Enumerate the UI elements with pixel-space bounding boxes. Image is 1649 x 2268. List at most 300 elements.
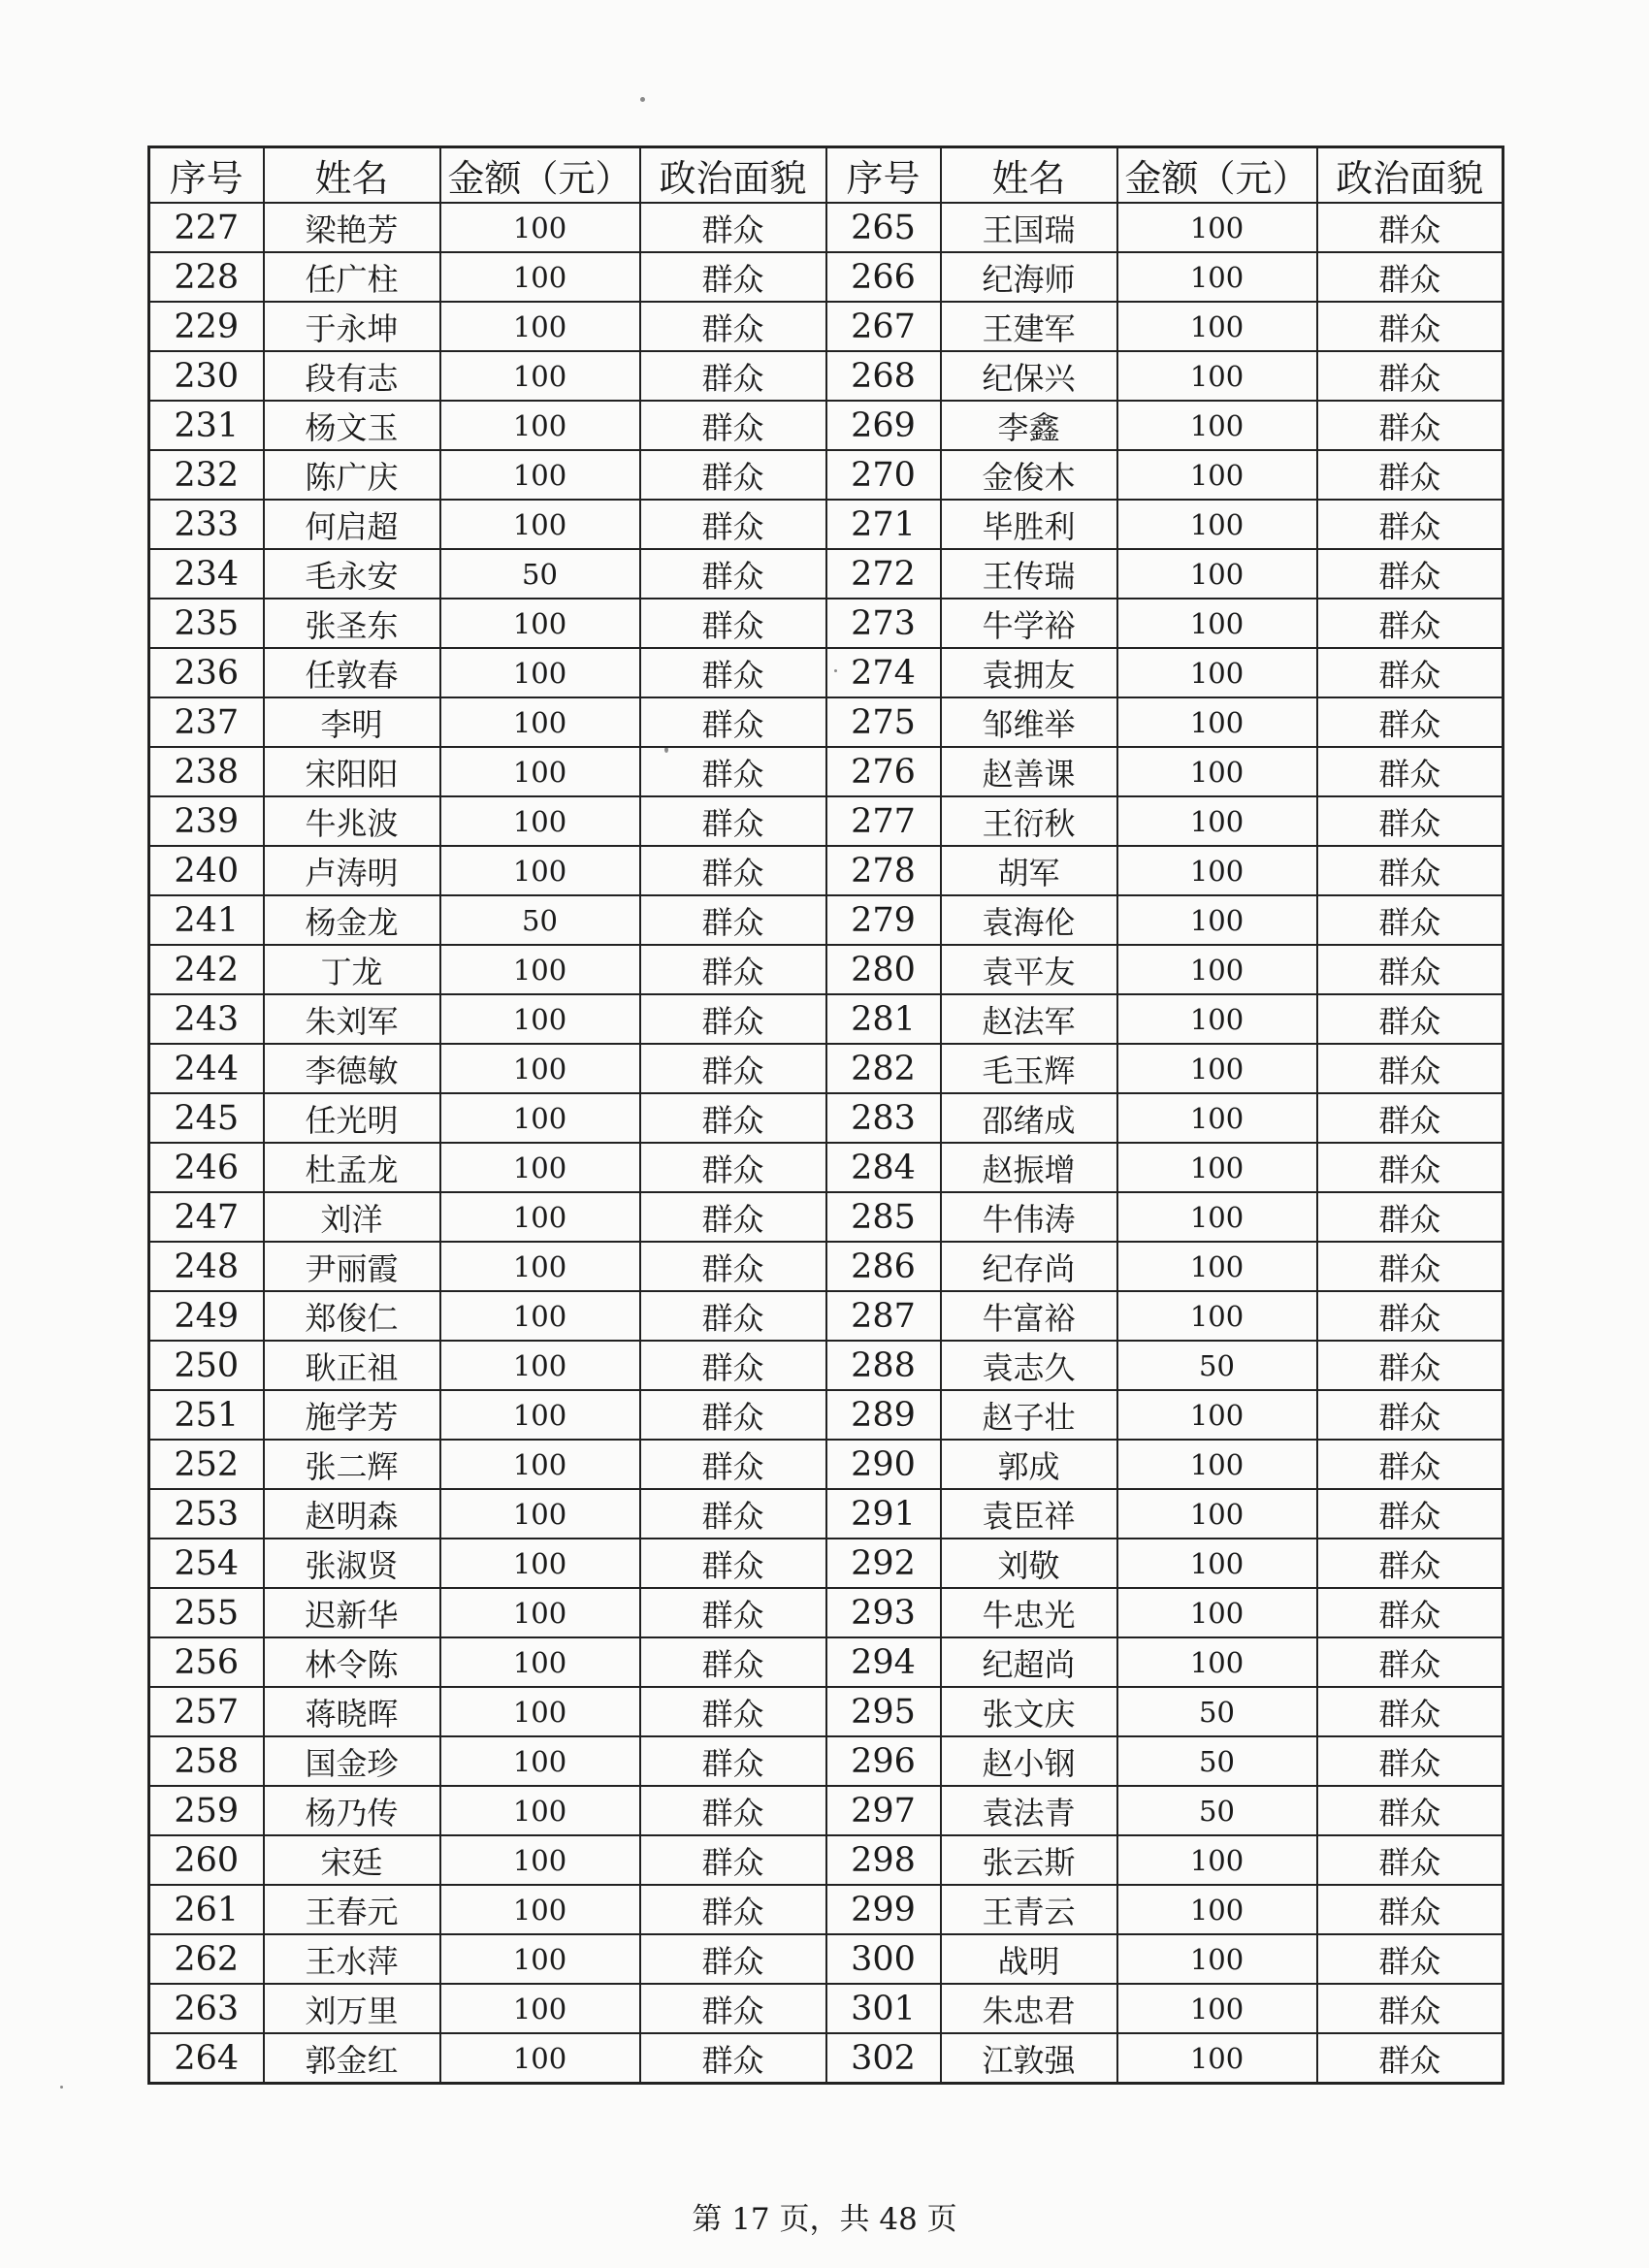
amount-cell: 100 <box>440 351 640 401</box>
political-status-cell: 群众 <box>640 302 826 351</box>
political-status-cell: 群众 <box>640 1143 826 1192</box>
serial-number-cell: 295 <box>826 1687 941 1736</box>
political-status-cell: 群众 <box>1317 1736 1504 1786</box>
serial-number-cell: 259 <box>149 1786 264 1835</box>
serial-number-cell: 243 <box>149 994 264 1044</box>
name-cell: 赵善课 <box>941 747 1117 796</box>
political-status-cell: 群众 <box>1317 1341 1504 1390</box>
name-cell: 袁法青 <box>941 1786 1117 1835</box>
table-row <box>149 500 1504 549</box>
political-status-cell: 群众 <box>1317 945 1504 994</box>
table-row <box>149 351 1504 401</box>
amount-cell: 100 <box>440 1440 640 1489</box>
serial-number-cell: 254 <box>149 1539 264 1588</box>
name-cell: 梁艳芳 <box>264 203 440 252</box>
political-status-cell: 群众 <box>640 1341 826 1390</box>
table-row <box>149 796 1504 846</box>
political-status-cell: 群众 <box>640 1192 826 1242</box>
serial-number-cell: 285 <box>826 1192 941 1242</box>
serial-number-cell: 251 <box>149 1390 264 1440</box>
name-cell: 赵小钢 <box>941 1736 1117 1786</box>
table-row <box>149 401 1504 450</box>
name-cell: 杨金龙 <box>264 895 440 945</box>
political-status-cell: 群众 <box>640 895 826 945</box>
name-cell: 丁龙 <box>264 945 440 994</box>
serial-number-cell: 284 <box>826 1143 941 1192</box>
name-cell: 宋阳阳 <box>264 747 440 796</box>
table-row <box>149 549 1504 599</box>
table-row <box>149 1440 1504 1489</box>
name-cell: 宋廷 <box>264 1835 440 1885</box>
table-row <box>149 697 1504 747</box>
amount-cell: 100 <box>440 796 640 846</box>
amount-cell: 100 <box>440 1192 640 1242</box>
table-row <box>149 450 1504 500</box>
serial-number-cell: 244 <box>149 1044 264 1093</box>
table-row <box>149 846 1504 895</box>
table-row <box>149 1984 1504 2033</box>
header-serial-number: 序号 <box>826 147 941 204</box>
political-status-cell: 群众 <box>640 1835 826 1885</box>
amount-cell: 100 <box>440 1291 640 1341</box>
serial-number-cell: 240 <box>149 846 264 895</box>
political-status-cell: 群众 <box>640 351 826 401</box>
name-cell: 毛玉辉 <box>941 1044 1117 1093</box>
name-cell: 朱忠君 <box>941 1984 1117 2033</box>
header-political-status: 政治面貌 <box>1317 147 1504 204</box>
amount-cell: 100 <box>1117 302 1317 351</box>
serial-number-cell: 286 <box>826 1242 941 1291</box>
serial-number-cell: 264 <box>149 2033 264 2084</box>
serial-number-cell: 274 <box>826 648 941 697</box>
serial-number-cell: 299 <box>826 1885 941 1934</box>
serial-number-cell: 238 <box>149 747 264 796</box>
name-cell: 王春元 <box>264 1885 440 1934</box>
amount-cell: 100 <box>1117 450 1317 500</box>
amount-cell: 100 <box>1117 895 1317 945</box>
political-status-cell: 群众 <box>1317 302 1504 351</box>
name-cell: 迟新华 <box>264 1588 440 1637</box>
name-cell: 杨文玉 <box>264 401 440 450</box>
amount-cell: 100 <box>1117 1637 1317 1687</box>
serial-number-cell: 281 <box>826 994 941 1044</box>
serial-number-cell: 239 <box>149 796 264 846</box>
serial-number-cell: 287 <box>826 1291 941 1341</box>
name-cell: 李德敏 <box>264 1044 440 1093</box>
table-row <box>149 994 1504 1044</box>
serial-number-cell: 297 <box>826 1786 941 1835</box>
table-row <box>149 1143 1504 1192</box>
serial-number-cell: 248 <box>149 1242 264 1291</box>
amount-cell: 100 <box>440 648 640 697</box>
political-status-cell: 群众 <box>1317 1637 1504 1687</box>
name-cell: 胡军 <box>941 846 1117 895</box>
name-cell: 赵明森 <box>264 1489 440 1539</box>
scan-speck <box>640 97 645 102</box>
name-cell: 卢涛明 <box>264 846 440 895</box>
name-cell: 袁臣祥 <box>941 1489 1117 1539</box>
amount-cell: 50 <box>440 549 640 599</box>
political-status-cell: 群众 <box>640 1786 826 1835</box>
amount-cell: 100 <box>1117 1934 1317 1984</box>
amount-cell: 100 <box>1117 697 1317 747</box>
amount-cell: 100 <box>440 302 640 351</box>
name-cell: 朱刘军 <box>264 994 440 1044</box>
amount-cell: 100 <box>1117 1192 1317 1242</box>
header-row <box>149 147 1504 204</box>
name-cell: 袁平友 <box>941 945 1117 994</box>
name-cell: 张圣东 <box>264 599 440 648</box>
political-status-cell: 群众 <box>1317 1192 1504 1242</box>
table-row <box>149 1044 1504 1093</box>
serial-number-cell: 242 <box>149 945 264 994</box>
political-status-cell: 群众 <box>1317 1291 1504 1341</box>
amount-cell: 100 <box>440 500 640 549</box>
serial-number-cell: 269 <box>826 401 941 450</box>
name-cell: 金俊木 <box>941 450 1117 500</box>
name-cell: 王建军 <box>941 302 1117 351</box>
name-cell: 袁志久 <box>941 1341 1117 1390</box>
political-status-cell: 群众 <box>640 1984 826 2033</box>
amount-cell: 100 <box>1117 351 1317 401</box>
table-row <box>149 1390 1504 1440</box>
serial-number-cell: 278 <box>826 846 941 895</box>
political-status-cell: 群众 <box>1317 2033 1504 2084</box>
political-status-cell: 群众 <box>640 1885 826 1934</box>
serial-number-cell: 280 <box>826 945 941 994</box>
name-cell: 赵振增 <box>941 1143 1117 1192</box>
amount-cell: 100 <box>440 1539 640 1588</box>
name-cell: 纪存尚 <box>941 1242 1117 1291</box>
serial-number-cell: 233 <box>149 500 264 549</box>
political-status-cell: 群众 <box>640 1934 826 1984</box>
serial-number-cell: 247 <box>149 1192 264 1242</box>
serial-number-cell: 227 <box>149 203 264 252</box>
name-cell: 郑俊仁 <box>264 1291 440 1341</box>
political-status-cell: 群众 <box>640 1736 826 1786</box>
amount-cell: 100 <box>1117 401 1317 450</box>
political-status-cell: 群众 <box>1317 1390 1504 1440</box>
name-cell: 刘敬 <box>941 1539 1117 1588</box>
name-cell: 蒋晓晖 <box>264 1687 440 1736</box>
serial-number-cell: 289 <box>826 1390 941 1440</box>
table-row <box>149 648 1504 697</box>
table-row <box>149 1588 1504 1637</box>
political-status-cell: 群众 <box>1317 1835 1504 1885</box>
table-row <box>149 747 1504 796</box>
name-cell: 尹丽霞 <box>264 1242 440 1291</box>
serial-number-cell: 298 <box>826 1835 941 1885</box>
political-status-cell: 群众 <box>1317 401 1504 450</box>
political-status-cell: 群众 <box>640 450 826 500</box>
name-cell: 何启超 <box>264 500 440 549</box>
amount-cell: 100 <box>1117 1835 1317 1885</box>
name-cell: 于永坤 <box>264 302 440 351</box>
serial-number-cell: 249 <box>149 1291 264 1341</box>
serial-number-cell: 260 <box>149 1835 264 1885</box>
name-cell: 杜孟龙 <box>264 1143 440 1192</box>
name-cell: 张淑贤 <box>264 1539 440 1588</box>
political-status-cell: 群众 <box>640 1489 826 1539</box>
serial-number-cell: 276 <box>826 747 941 796</box>
amount-cell: 100 <box>1117 1489 1317 1539</box>
amount-cell: 100 <box>440 1835 640 1885</box>
amount-cell: 100 <box>1117 1093 1317 1143</box>
serial-number-cell: 232 <box>149 450 264 500</box>
amount-cell: 100 <box>1117 796 1317 846</box>
political-status-cell: 群众 <box>1317 648 1504 697</box>
amount-cell: 100 <box>440 1934 640 1984</box>
table-row <box>149 895 1504 945</box>
name-cell: 赵法军 <box>941 994 1117 1044</box>
amount-cell: 100 <box>440 994 640 1044</box>
political-status-cell: 群众 <box>1317 1885 1504 1934</box>
serial-number-cell: 294 <box>826 1637 941 1687</box>
political-status-cell: 群众 <box>1317 1143 1504 1192</box>
serial-number-cell: 268 <box>826 351 941 401</box>
amount-cell: 100 <box>440 1885 640 1934</box>
table-row <box>149 945 1504 994</box>
political-status-cell: 群众 <box>1317 1588 1504 1637</box>
name-cell: 李鑫 <box>941 401 1117 450</box>
amount-cell: 100 <box>440 1242 640 1291</box>
header-serial-number: 序号 <box>149 147 264 204</box>
serial-number-cell: 236 <box>149 648 264 697</box>
political-status-cell: 群众 <box>640 1539 826 1588</box>
amount-cell: 100 <box>440 697 640 747</box>
serial-number-cell: 250 <box>149 1341 264 1390</box>
serial-number-cell: 228 <box>149 252 264 302</box>
amount-cell: 100 <box>440 1044 640 1093</box>
serial-number-cell: 255 <box>149 1588 264 1637</box>
name-cell: 赵子壮 <box>941 1390 1117 1440</box>
political-status-cell: 群众 <box>640 500 826 549</box>
serial-number-cell: 273 <box>826 599 941 648</box>
header-name: 姓名 <box>264 147 440 204</box>
serial-number-cell: 241 <box>149 895 264 945</box>
name-cell: 袁拥友 <box>941 648 1117 697</box>
amount-cell: 100 <box>440 1093 640 1143</box>
name-cell: 任光明 <box>264 1093 440 1143</box>
serial-number-cell: 282 <box>826 1044 941 1093</box>
name-cell: 江敦强 <box>941 2033 1117 2084</box>
serial-number-cell: 234 <box>149 549 264 599</box>
amount-cell: 100 <box>1117 500 1317 549</box>
serial-number-cell: 292 <box>826 1539 941 1588</box>
political-status-cell: 群众 <box>1317 252 1504 302</box>
name-cell: 毕胜利 <box>941 500 1117 549</box>
serial-number-cell: 245 <box>149 1093 264 1143</box>
serial-number-cell: 246 <box>149 1143 264 1192</box>
amount-cell: 100 <box>1117 1242 1317 1291</box>
name-cell: 牛忠光 <box>941 1588 1117 1637</box>
serial-number-cell: 293 <box>826 1588 941 1637</box>
serial-number-cell: 262 <box>149 1934 264 1984</box>
donation-table <box>147 146 1504 2085</box>
political-status-cell: 群众 <box>640 1637 826 1687</box>
political-status-cell: 群众 <box>640 1291 826 1341</box>
serial-number-cell: 235 <box>149 599 264 648</box>
amount-cell: 100 <box>440 1637 640 1687</box>
header-amount: 金额（元） <box>1117 147 1317 204</box>
amount-cell: 100 <box>440 203 640 252</box>
political-status-cell: 群众 <box>1317 1489 1504 1539</box>
serial-number-cell: 279 <box>826 895 941 945</box>
amount-cell: 100 <box>1117 1291 1317 1341</box>
serial-number-cell: 257 <box>149 1687 264 1736</box>
amount-cell: 100 <box>1117 203 1317 252</box>
scan-speck <box>60 2086 63 2089</box>
serial-number-cell: 272 <box>826 549 941 599</box>
table-header <box>149 147 1504 204</box>
serial-number-cell: 302 <box>826 2033 941 2084</box>
political-status-cell: 群众 <box>1317 500 1504 549</box>
table-body <box>149 203 1504 2084</box>
political-status-cell: 群众 <box>1317 203 1504 252</box>
political-status-cell: 群众 <box>640 252 826 302</box>
name-cell: 毛永安 <box>264 549 440 599</box>
amount-cell: 100 <box>1117 549 1317 599</box>
political-status-cell: 群众 <box>1317 796 1504 846</box>
amount-cell: 100 <box>1117 252 1317 302</box>
name-cell: 刘洋 <box>264 1192 440 1242</box>
name-cell: 任敦春 <box>264 648 440 697</box>
political-status-cell: 群众 <box>1317 747 1504 796</box>
political-status-cell: 群众 <box>1317 1440 1504 1489</box>
serial-number-cell: 301 <box>826 1984 941 2033</box>
political-status-cell: 群众 <box>640 2033 826 2084</box>
name-cell: 刘万里 <box>264 1984 440 2033</box>
amount-cell: 100 <box>1117 1440 1317 1489</box>
political-status-cell: 群众 <box>1317 1934 1504 1984</box>
name-cell: 任广柱 <box>264 252 440 302</box>
serial-number-cell: 265 <box>826 203 941 252</box>
name-cell: 纪海师 <box>941 252 1117 302</box>
serial-number-cell: 252 <box>149 1440 264 1489</box>
name-cell: 张云斯 <box>941 1835 1117 1885</box>
table-row <box>149 252 1504 302</box>
name-cell: 耿正祖 <box>264 1341 440 1390</box>
table-row <box>149 1934 1504 1984</box>
serial-number-cell: 275 <box>826 697 941 747</box>
political-status-cell: 群众 <box>1317 1093 1504 1143</box>
political-status-cell: 群众 <box>640 796 826 846</box>
amount-cell: 100 <box>440 1390 640 1440</box>
amount-cell: 100 <box>1117 994 1317 1044</box>
serial-number-cell: 271 <box>826 500 941 549</box>
political-status-cell: 群众 <box>1317 895 1504 945</box>
serial-number-cell: 283 <box>826 1093 941 1143</box>
amount-cell: 100 <box>1117 747 1317 796</box>
name-cell: 国金珍 <box>264 1736 440 1786</box>
political-status-cell: 群众 <box>640 945 826 994</box>
amount-cell: 100 <box>1117 1044 1317 1093</box>
amount-cell: 100 <box>1117 1143 1317 1192</box>
name-cell: 张文庆 <box>941 1687 1117 1736</box>
serial-number-cell: 290 <box>826 1440 941 1489</box>
name-cell: 牛学裕 <box>941 599 1117 648</box>
political-status-cell: 群众 <box>1317 351 1504 401</box>
amount-cell: 100 <box>1117 1390 1317 1440</box>
political-status-cell: 群众 <box>1317 450 1504 500</box>
political-status-cell: 群众 <box>640 1044 826 1093</box>
political-status-cell: 群众 <box>1317 697 1504 747</box>
serial-number-cell: 270 <box>826 450 941 500</box>
serial-number-cell: 230 <box>149 351 264 401</box>
political-status-cell: 群众 <box>640 1687 826 1736</box>
name-cell: 王水萍 <box>264 1934 440 1984</box>
table-row <box>149 1291 1504 1341</box>
table-row <box>149 1687 1504 1736</box>
amount-cell: 100 <box>1117 1984 1317 2033</box>
name-cell: 杨乃传 <box>264 1786 440 1835</box>
amount-cell: 50 <box>440 895 640 945</box>
political-status-cell: 群众 <box>1317 1242 1504 1291</box>
political-status-cell: 群众 <box>640 1588 826 1637</box>
table-row <box>149 1736 1504 1786</box>
serial-number-cell: 288 <box>826 1341 941 1390</box>
political-status-cell: 群众 <box>640 549 826 599</box>
header-amount: 金额（元） <box>440 147 640 204</box>
political-status-cell: 群众 <box>1317 549 1504 599</box>
amount-cell: 50 <box>1117 1736 1317 1786</box>
political-status-cell: 群众 <box>1317 1539 1504 1588</box>
political-status-cell: 群众 <box>640 994 826 1044</box>
serial-number-cell: 300 <box>826 1934 941 1984</box>
table-row <box>149 599 1504 648</box>
political-status-cell: 群众 <box>640 1093 826 1143</box>
name-cell: 陈广庆 <box>264 450 440 500</box>
amount-cell: 100 <box>440 1143 640 1192</box>
name-cell: 林令陈 <box>264 1637 440 1687</box>
political-status-cell: 群众 <box>640 1390 826 1440</box>
serial-number-cell: 291 <box>826 1489 941 1539</box>
amount-cell: 100 <box>1117 1885 1317 1934</box>
amount-cell: 100 <box>440 1736 640 1786</box>
amount-cell: 100 <box>440 846 640 895</box>
amount-cell: 100 <box>1117 648 1317 697</box>
name-cell: 邹维举 <box>941 697 1117 747</box>
political-status-cell: 群众 <box>1317 599 1504 648</box>
amount-cell: 100 <box>440 1786 640 1835</box>
amount-cell: 100 <box>440 2033 640 2084</box>
political-status-cell: 群众 <box>1317 1044 1504 1093</box>
amount-cell: 100 <box>440 401 640 450</box>
name-cell: 袁海伦 <box>941 895 1117 945</box>
political-status-cell: 群众 <box>640 747 826 796</box>
name-cell: 施学芳 <box>264 1390 440 1440</box>
name-cell: 王青云 <box>941 1885 1117 1934</box>
name-cell: 郭成 <box>941 1440 1117 1489</box>
name-cell: 段有志 <box>264 351 440 401</box>
name-cell: 牛兆波 <box>264 796 440 846</box>
name-cell: 王国瑞 <box>941 203 1117 252</box>
serial-number-cell: 231 <box>149 401 264 450</box>
name-cell: 牛富裕 <box>941 1291 1117 1341</box>
serial-number-cell: 261 <box>149 1885 264 1934</box>
table-row <box>149 1885 1504 1934</box>
political-status-cell: 群众 <box>640 599 826 648</box>
political-status-cell: 群众 <box>1317 994 1504 1044</box>
political-status-cell: 群众 <box>640 1440 826 1489</box>
amount-cell: 100 <box>1117 945 1317 994</box>
political-status-cell: 群众 <box>640 203 826 252</box>
table-row <box>149 1341 1504 1390</box>
political-status-cell: 群众 <box>1317 1687 1504 1736</box>
amount-cell: 100 <box>440 252 640 302</box>
table-row <box>149 1835 1504 1885</box>
amount-cell: 50 <box>1117 1786 1317 1835</box>
